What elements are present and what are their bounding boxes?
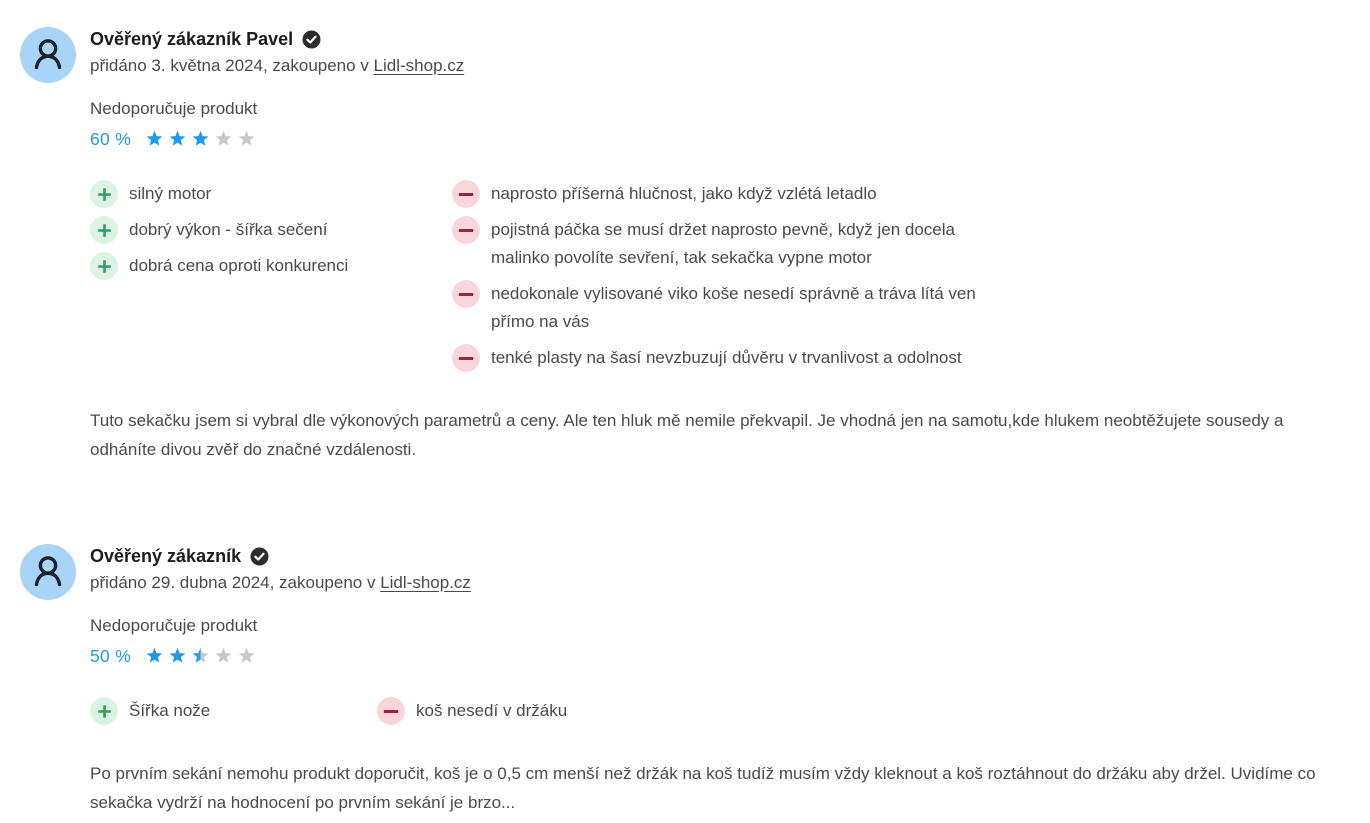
star-icon: [191, 647, 210, 665]
pros-cons: [90, 697, 1350, 733]
pro-text: Šířka nože: [129, 701, 211, 720]
review-date: přidáno 3. května 2024, zakoupeno v Lidl-shop.cz: [90, 56, 465, 75]
pro-text: dobrý výkon - šířka sečení: [129, 220, 328, 239]
star-rating: [145, 647, 256, 665]
star-icon: [214, 647, 233, 665]
pro-text: dobrá cena oproti konkurenci: [129, 256, 349, 275]
verified-check-icon: [250, 547, 269, 566]
con-item: [452, 216, 1350, 272]
avatar: [20, 544, 76, 600]
review-card: [0, 544, 1370, 817]
con-text: naprosto příšerná hlučnost, jako když vzlétá letadlo: [491, 184, 877, 203]
star-rating: [145, 130, 256, 148]
recommendation-label: Nedoporučuje produkt: [90, 99, 258, 118]
star-icon: [214, 130, 233, 148]
pros-list: [90, 180, 452, 288]
pro-text: silný motor: [129, 184, 212, 203]
plus-icon: [90, 216, 118, 244]
con-item: [452, 280, 1350, 336]
plus-icon: [90, 697, 118, 725]
minus-icon: [452, 280, 480, 308]
avatar: [20, 27, 76, 83]
cons-list: [452, 180, 1350, 380]
star-icon: [168, 647, 187, 665]
rating-percent: 60 %: [90, 128, 132, 149]
minus-icon: [377, 697, 405, 725]
pro-item: [90, 252, 452, 280]
star-icon: [191, 130, 210, 148]
shop-link[interactable]: Lidl-shop.cz: [380, 573, 471, 592]
review-date: přidáno 29. dubna 2024, zakoupeno v Lidl-shop.cz: [90, 573, 471, 592]
star-icon: [145, 647, 164, 665]
con-text: tenké plasty na šasí nevzbuzují důvěru v trvanlivost a odolnost: [491, 348, 962, 367]
minus-icon: [452, 180, 480, 208]
rating-row: [90, 645, 1350, 667]
minus-icon: [452, 344, 480, 372]
con-text: nedokonale vylisované viko koše nesedí správně a tráva lítá ven přímo na vás: [491, 284, 976, 331]
star-icon: [237, 130, 256, 148]
review-text: Tuto sekačku jsem si vybral dle výkonových parametrů a ceny. Ale ten hluk mě nemile překvapil. Je vhodná jen na samotu,kde hlukem neobtěžujete sousedy a odháníte divou zvěř do značné vzdálenosti.: [90, 411, 1284, 459]
pro-item: [90, 180, 452, 208]
person-icon: [20, 27, 76, 83]
person-icon: [20, 544, 76, 600]
pros-cons: [90, 180, 1350, 380]
cons-list: [377, 697, 1350, 733]
con-item: [377, 697, 1350, 725]
con-item: [452, 180, 1350, 208]
recommendation-label: Nedoporučuje produkt: [90, 616, 258, 635]
plus-icon: [90, 252, 118, 280]
star-icon: [168, 130, 187, 148]
rating-row: [90, 128, 1350, 150]
plus-icon: [90, 180, 118, 208]
con-text: koš nesedí v držáku: [416, 701, 568, 720]
pros-list: [90, 697, 377, 733]
con-text: pojistná páčka se musí držet naprosto pevně, když jen docela malinko povolíte sevření, tak sekačka vypne motor: [491, 220, 955, 267]
pro-item: [90, 216, 452, 244]
reviewer-name: Ověřený zákazník Pavel: [90, 29, 294, 49]
rating-percent: 50 %: [90, 645, 132, 666]
star-icon: [145, 130, 164, 148]
shop-link[interactable]: Lidl-shop.cz: [373, 56, 465, 75]
pro-item: [90, 697, 377, 725]
verified-check-icon: [302, 30, 321, 49]
star-icon: [237, 647, 256, 665]
review-text: Po prvním sekání nemohu produkt doporučit, koš je o 0,5 cm menší než držák na koš tudíž musím vždy kleknout a koš roztáhnout do držáku aby držel. Uvidíme co sekačka vydrží na hodnocení po prvním sekání je brzo...: [90, 764, 1316, 812]
minus-icon: [452, 216, 480, 244]
con-item: [452, 344, 1350, 372]
reviewer-name: Ověřený zákazník: [90, 546, 242, 566]
